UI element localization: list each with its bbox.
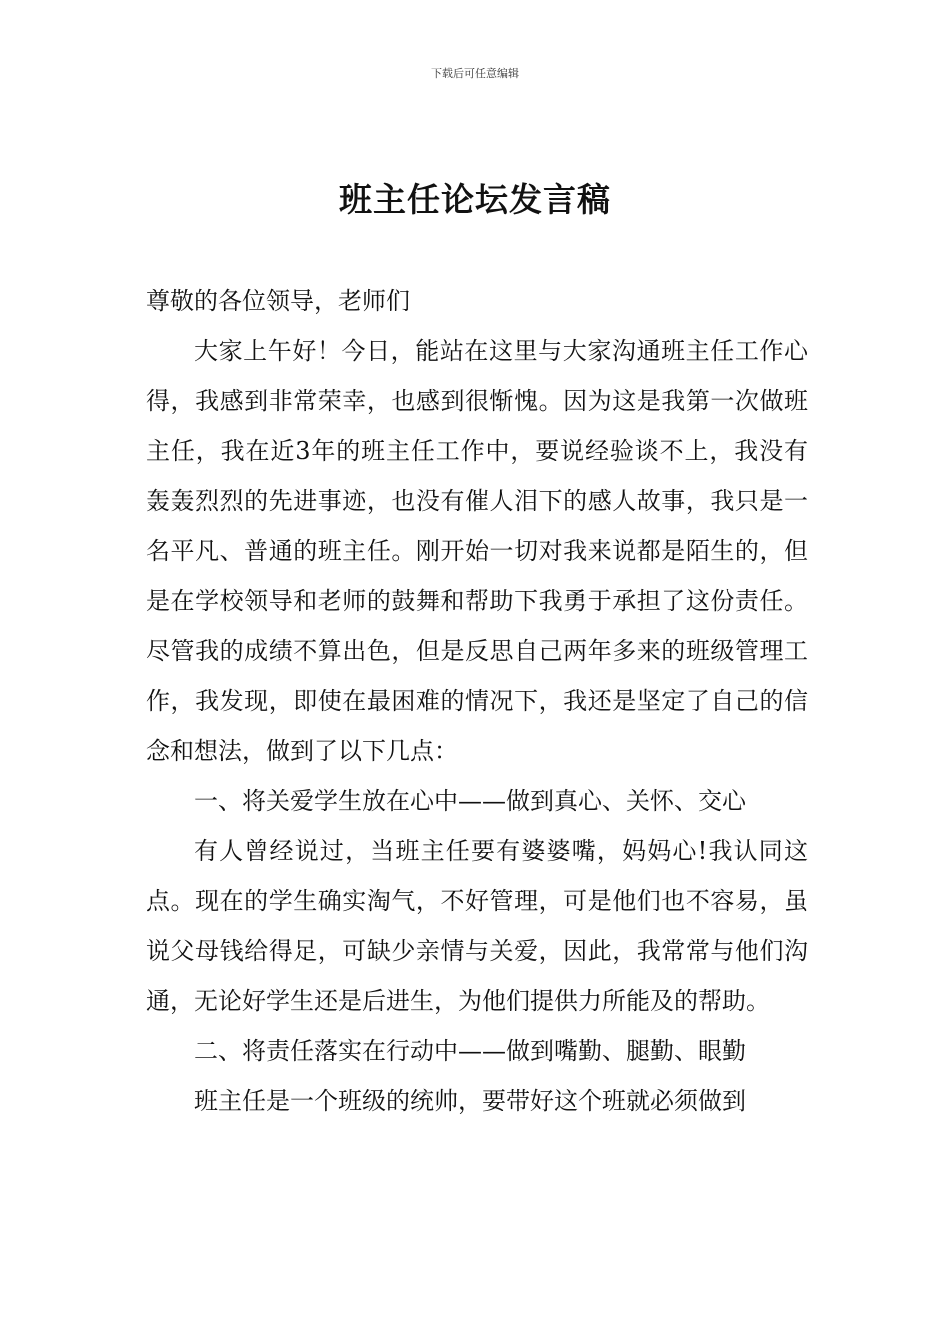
paragraph-intro: 大家上午好！今日，能站在这里与大家沟通班主任工作心得，我感到非常荣幸，也感到很惭愧。因为这是我第一次做班主任，我在近3年的班主任工作中，要说经验谈不上，我没有轰轰烈烈的先进事迹，也没有催人泪下的感人故事，我只是一名平凡、普通的班主任。刚开始一切对我来说都是陌生的，但是在学校领导和老师的鼓舞和帮助下我勇于承担了这份责任。尽管我的成绩不算出色，但是反思自己两年多来的班级管理工作，我发现，即使在最困难的情况下，我还是坚定了自己的信念和想法，做到了以下几点： xyxy=(146,337,808,765)
paragraph-section-2: 班主任是一个班级的统帅，要带好这个班就必须做到 xyxy=(194,1087,746,1115)
header-note: 下载后可任意编辑 xyxy=(431,67,519,80)
section-heading-2: 二、将责任落实在行动中——做到嘴勤、腿勤、眼勤 xyxy=(194,1037,746,1065)
document-body xyxy=(146,276,808,1126)
salutation: 尊敬的各位领导，老师们 xyxy=(146,287,410,315)
document-title: 班主任论坛发言稿 xyxy=(339,180,611,219)
section-heading-1: 一、将关爱学生放在心中——做到真心、关怀、交心 xyxy=(194,787,746,815)
paragraph-section-1: 有人曾经说过，当班主任要有婆婆嘴，妈妈心!我认同这点。现在的学生确实淘气，不好管理，可是他们也不容易，虽说父母钱给得足，可缺少亲情与关爱，因此，我常常与他们沟通，无论好学生还是后进生，为他们提供力所能及的帮助。 xyxy=(146,837,808,1015)
